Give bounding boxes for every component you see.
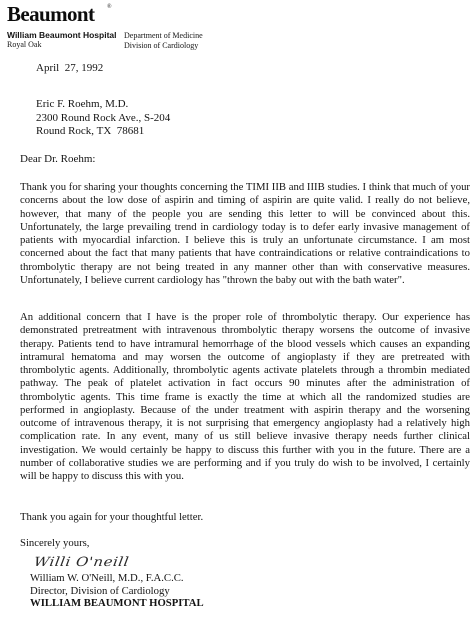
beaumont-logo: Beaumont (7, 2, 95, 26)
division-name: Division of Cardiology (124, 41, 199, 50)
closing-line: Sincerely yours, (20, 537, 90, 549)
signatory-organization: WILLIAM BEAUMONT HOSPITAL (30, 597, 204, 609)
recipient-address (36, 98, 170, 139)
recipient-city: Round Rock, TX 78681 (36, 125, 145, 137)
signatory-name: William W. O'Neill, M.D., F.A.C.C. (30, 572, 184, 584)
signatory-title: Director, Division of Cardiology (30, 584, 170, 597)
recipient-name: Eric F. Roehm, M.D. (36, 98, 129, 110)
body-paragraph-2: An additional concern that I have is the proper role of thrombolytic therapy. Our experience has demonstrated pretreatment with intravenous thrombolytic therapy worsens the outcome of invasive therapy. Patients tend to have intramural hemorrhage of the blood vessels which causes an expanding intramural hematoma and may worsen the outcome of angioplasty if they are pretreated with thrombolytic agents. Additionally, thrombolytic agents activate platelets through a thrombin mediated pathway. The peak of platelet activation in fact occurs 90 minutes after the administration of thrombolytic agents. This time frame is exactly the time at which all the randomized studies are performed in angioplasty. Because of the under treatment with aspirin therapy and the worsening outcome of intravenous therapy, it is not surprising that emergency angioplasty had a relatively high complication rate. In any event, many of us still believe invasive therapy needs further clinical investigation. We would certainly be happy to discuss this further with you in the future. There are a number of collaborative studies we are performing and if you truly do wish to be involved, I certainly will be happy to discuss this with you. (20, 311, 470, 482)
hospital-city: Royal Oak (7, 40, 42, 49)
handwritten-signature: Willi O'neill (32, 554, 131, 570)
recipient-street: 2300 Round Rock Ave., S-204 (36, 111, 171, 124)
registered-mark: ® (107, 4, 112, 10)
signature-block (30, 572, 204, 610)
letter-date: April 27, 1992 (36, 62, 104, 74)
department-name: Department of Medicine (124, 31, 203, 40)
body-paragraph-1: Thank you for sharing your thoughts concerning the TIMI IIB and IIIB studies. I think that much of your concerns about the low dose of aspirin and timing of aspirin are quite valid. I really do not believe, however, that many of the people you are sending this letter to will be convinced about this. Unfortunately, the large prevailing trend in cardiology today is to defer early invasive management of patients with myocardial infarction. I believe this is truly an unfortunate circumstance. I am most concerned about the fact that many patients that have contraindications or relative contraindications to thrombolytic therapy are not being treated in any manner other than with conservative measures. Unfortunately, I believe current cardiology has "thrown the baby out with the bath water". (20, 181, 470, 286)
salutation: Dear Dr. Roehm: (20, 153, 96, 165)
department-block (124, 31, 203, 51)
thanks-line: Thank you again for your thoughtful letter. (20, 511, 204, 523)
hospital-name: William Beaumont Hospital (7, 30, 117, 40)
